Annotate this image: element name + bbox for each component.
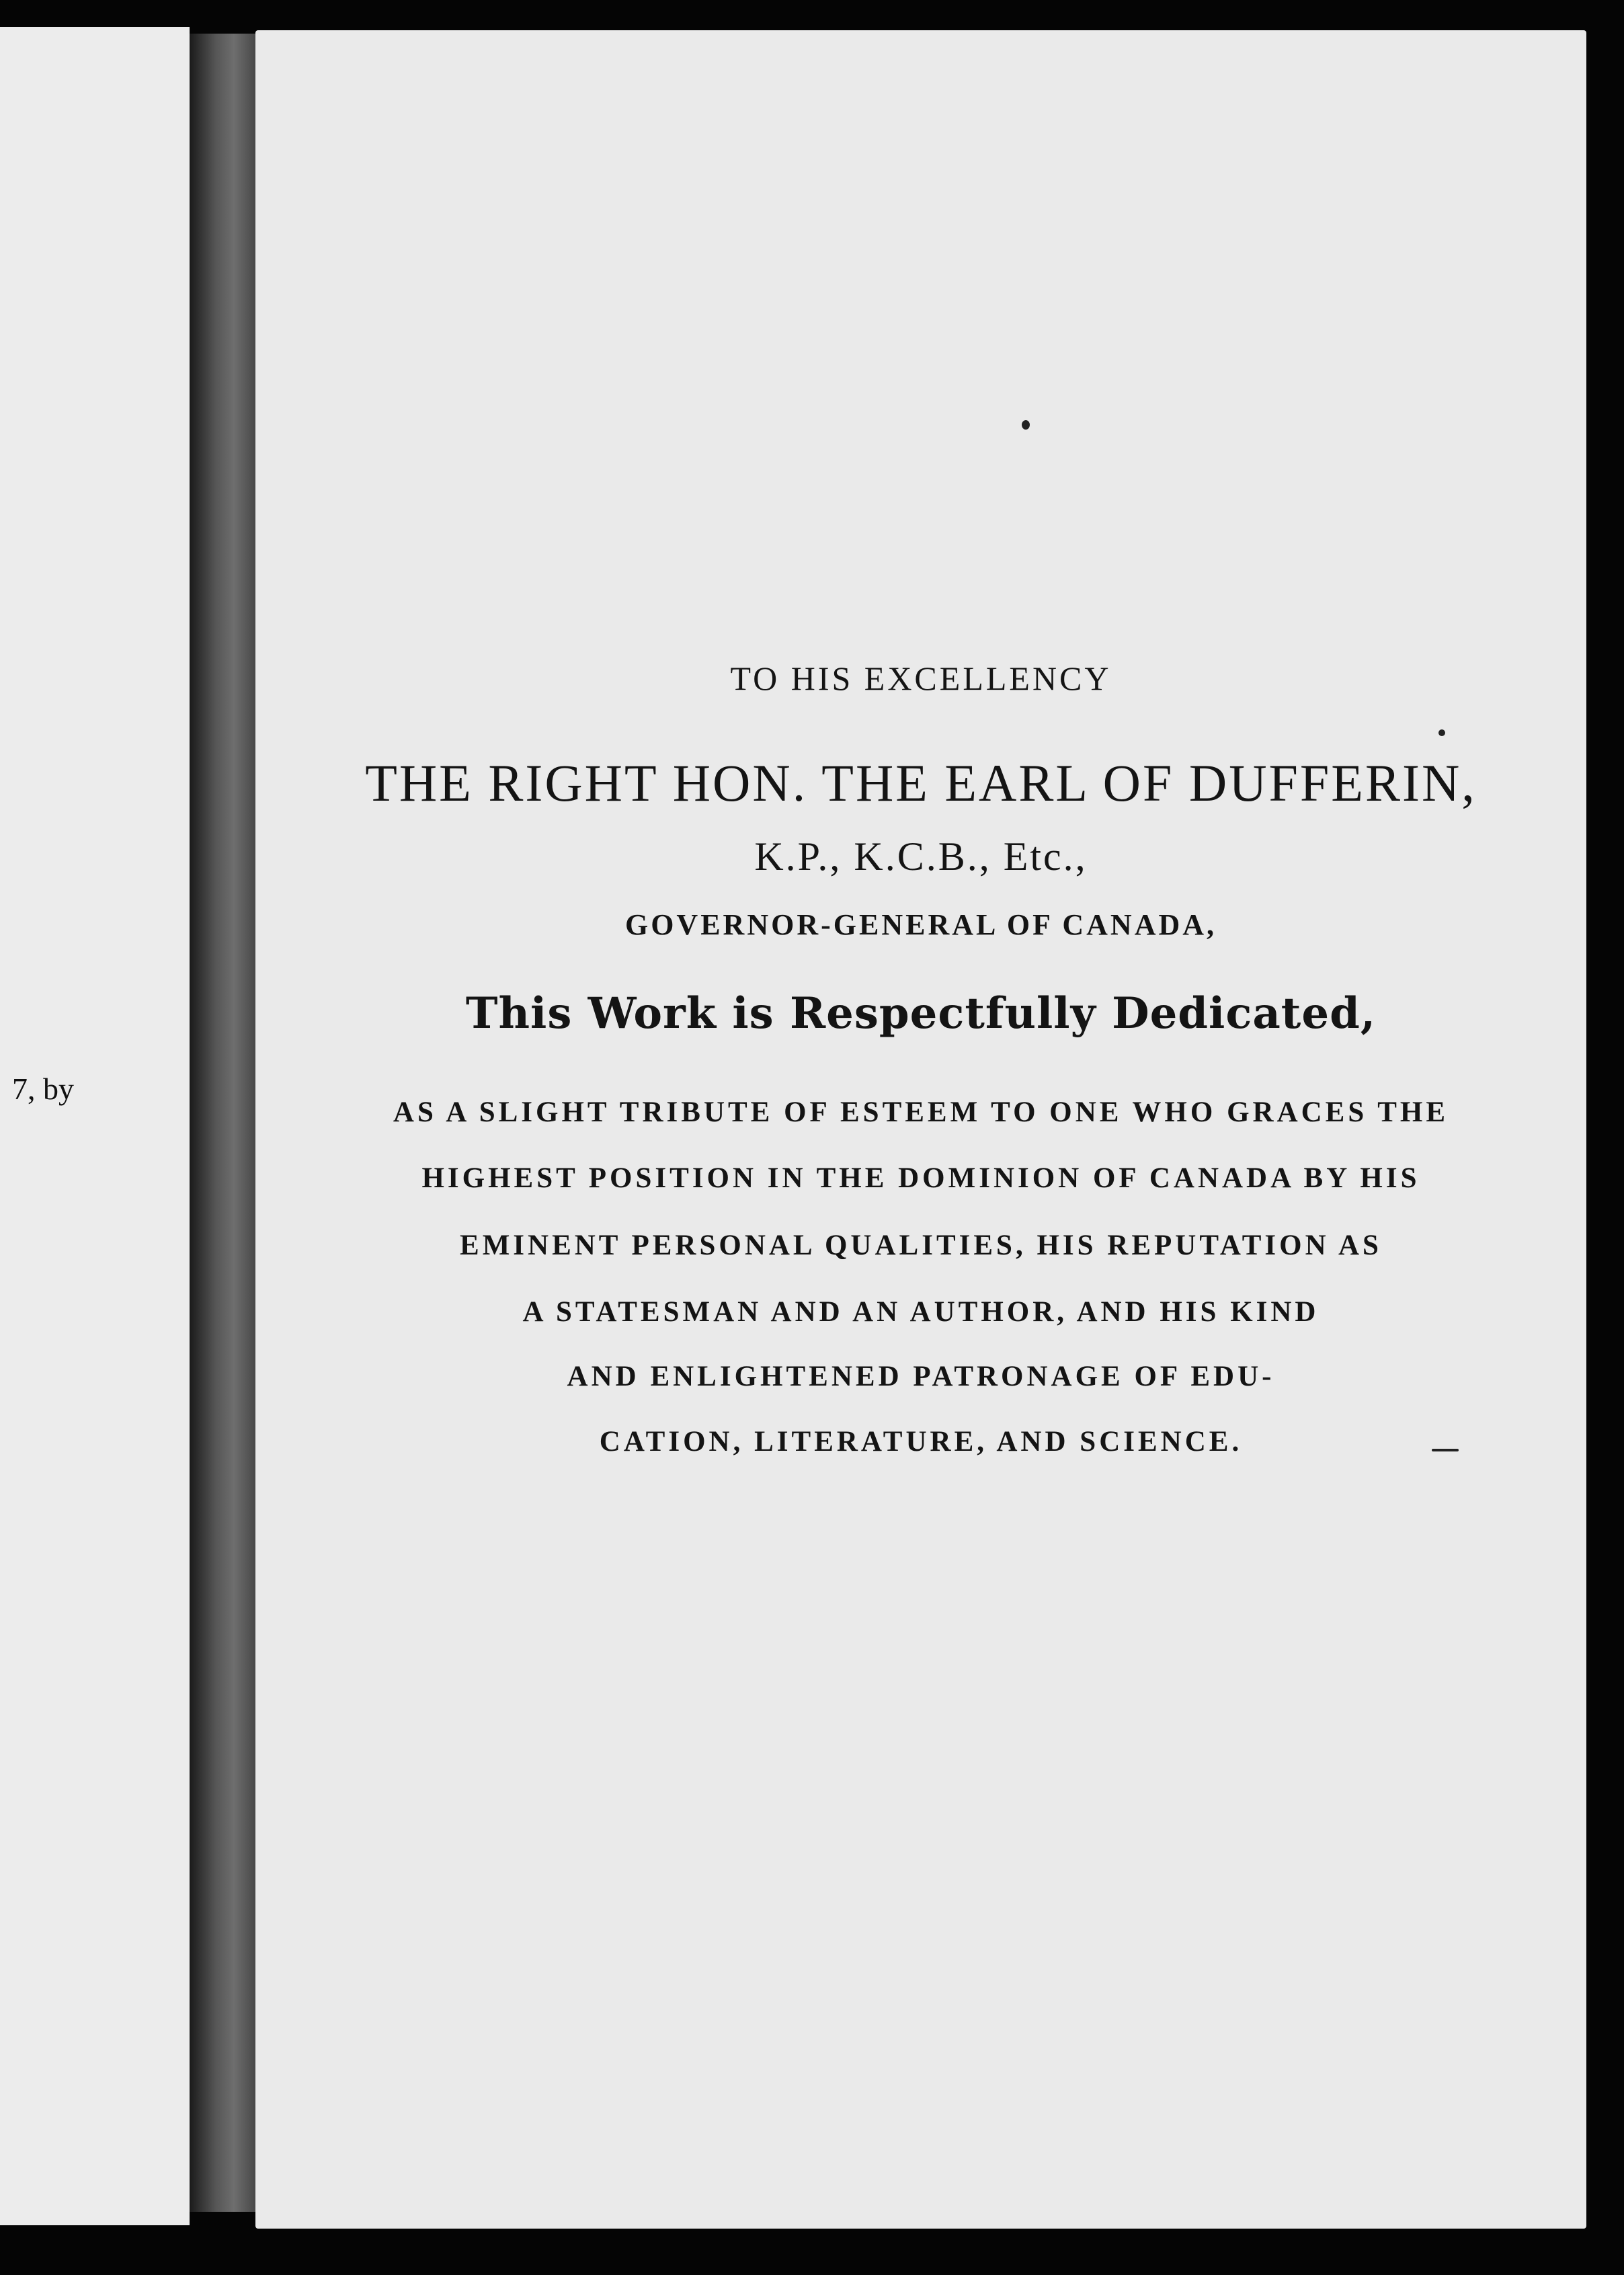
paper-speck xyxy=(1432,1449,1459,1451)
tribute-line: EMINENT PERSONAL QUALITIES, HIS REPUTATION AS xyxy=(460,1230,1382,1261)
paper-speck xyxy=(1022,420,1030,430)
tribute-line: AND ENLIGHTENED PATRONAGE OF EDU- xyxy=(567,1361,1275,1392)
dedication-line: This Work is Respectfully Dedicated, xyxy=(465,988,1377,1039)
left-facing-page xyxy=(0,27,190,2225)
paper-speck xyxy=(1438,729,1445,736)
binding-gutter xyxy=(190,34,263,2212)
tribute-line: HIGHEST POSITION IN THE DOMINION OF CANADA BY HIS xyxy=(421,1162,1420,1194)
tribute-line: CATION, LITERATURE, AND SCIENCE. xyxy=(599,1426,1243,1458)
tribute-line: A STATESMAN AND AN AUTHOR, AND HIS KIND xyxy=(522,1296,1320,1328)
addressee-name: THE RIGHT HON. THE EARL OF DUFFERIN, xyxy=(365,754,1477,812)
addressee-honours: K.P., K.C.B., Etc., xyxy=(754,834,1088,879)
tribute-line: AS A SLIGHT TRIBUTE OF ESTEEM TO ONE WHO GRACES THE xyxy=(393,1096,1449,1128)
dedication-page xyxy=(255,30,1586,2229)
addressee-office: GOVERNOR-GENERAL OF CANADA, xyxy=(624,908,1217,941)
left-page-text-fragment: 7, by xyxy=(12,1072,74,1106)
addressee-intro: TO HIS EXCELLENCY xyxy=(730,660,1112,697)
